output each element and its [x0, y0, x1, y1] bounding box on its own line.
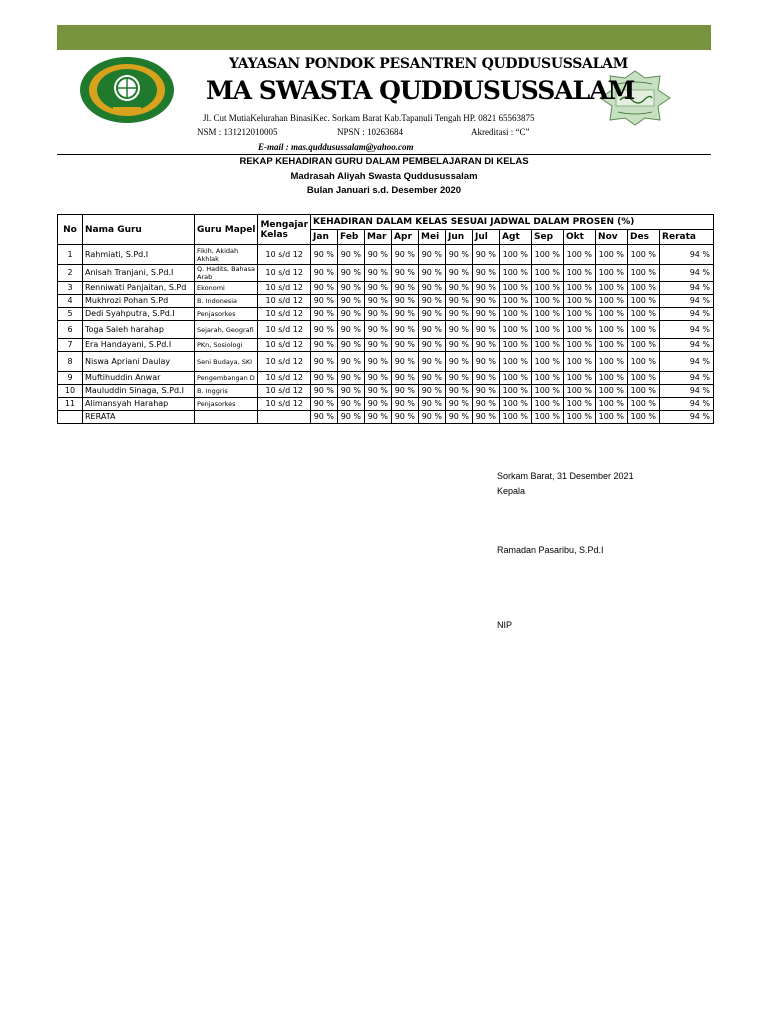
row-guru-mapel: Penjasorkes — [195, 308, 258, 321]
table-row — [58, 398, 714, 411]
row-nama-guru: Rahmiati, S.Pd.I — [83, 245, 195, 265]
row-month-value: 90 % — [392, 339, 419, 352]
accreditation: Akreditasi : “C” — [471, 127, 530, 137]
table-row — [58, 372, 714, 385]
row-month-value: 100 % — [500, 339, 532, 352]
row-month-value: 90 % — [392, 295, 419, 308]
school-address: Jl. Cut MutiaKelurahan BinasiKec. Sorkam Barat Kab.Tapanuli Tengah HP. 0821 65563875 — [203, 113, 535, 123]
row-month-value: 100 % — [500, 372, 532, 385]
row-month-value: 100 % — [628, 265, 660, 282]
row-rerata: 94 % — [660, 385, 714, 398]
report-period: Bulan Januari s.d. Desember 2020 — [306, 185, 462, 196]
row-nama-guru: Mauluddin Sinaga, S.Pd.I — [83, 385, 195, 398]
row-month-value: 90 % — [419, 339, 446, 352]
rerata-month-value: 100 % — [628, 411, 660, 424]
table-row — [58, 265, 714, 282]
row-month-value: 100 % — [628, 385, 660, 398]
row-rerata: 94 % — [660, 295, 714, 308]
row-month-value: 90 % — [473, 321, 500, 339]
attendance-rows — [58, 245, 714, 424]
row-nama-guru: Anisah Tranjani, S.Pd.I — [83, 265, 195, 282]
row-no: 3 — [58, 282, 83, 295]
nsm-number: NSM : 131212010005 — [197, 127, 278, 137]
rerata-month-value: 90 % — [419, 411, 446, 424]
row-month-value: 90 % — [473, 265, 500, 282]
row-month-value: 90 % — [365, 339, 392, 352]
school-name: MA SWASTA QUDDUSUSSALAM — [206, 76, 635, 105]
row-month-value: 100 % — [532, 295, 564, 308]
row-month-value: 100 % — [596, 372, 628, 385]
row-month-value: 90 % — [419, 372, 446, 385]
row-no: 2 — [58, 265, 83, 282]
row-month-value: 90 % — [338, 321, 365, 339]
row-month-value: 90 % — [338, 352, 365, 372]
rerata-month-value: 90 % — [365, 411, 392, 424]
row-month-value: 100 % — [628, 398, 660, 411]
row-month-value: 90 % — [419, 385, 446, 398]
row-month-value: 90 % — [392, 282, 419, 295]
row-month-value: 90 % — [446, 265, 473, 282]
row-month-value: 100 % — [532, 265, 564, 282]
table-row — [58, 295, 714, 308]
row-rerata: 94 % — [660, 308, 714, 321]
row-month-value: 90 % — [365, 398, 392, 411]
row-month-value: 90 % — [311, 282, 338, 295]
row-month-value: 90 % — [392, 385, 419, 398]
row-kelas: 10 s/d 12 — [258, 245, 311, 265]
row-month-value: 100 % — [628, 339, 660, 352]
row-month-value: 100 % — [500, 398, 532, 411]
row-rerata: 94 % — [660, 398, 714, 411]
row-month-value: 100 % — [596, 339, 628, 352]
row-month-value: 90 % — [311, 385, 338, 398]
row-guru-mapel: Fikih, Akidah Akhlak — [195, 245, 258, 265]
row-month-value: 90 % — [338, 265, 365, 282]
header-kehadiran: KEHADIRAN DALAM KELAS SESUAI JADWAL DALAM PROSEN (%) — [311, 215, 714, 230]
row-kelas: 10 s/d 12 — [258, 295, 311, 308]
row-month-value: 90 % — [338, 339, 365, 352]
rerata-mapel-cell — [195, 411, 258, 424]
school-emblem-logo — [78, 55, 176, 125]
row-month-value: 100 % — [596, 308, 628, 321]
row-nama-guru: Alimansyah Harahap — [83, 398, 195, 411]
row-month-value: 100 % — [596, 245, 628, 265]
row-month-value: 90 % — [311, 245, 338, 265]
school-email: E-mail : mas.quddusussalam@yahoo.com — [258, 142, 414, 152]
row-guru-mapel: B. Indonesia — [195, 295, 258, 308]
row-month-value: 100 % — [596, 282, 628, 295]
row-kelas: 10 s/d 12 — [258, 321, 311, 339]
row-month-value: 90 % — [446, 352, 473, 372]
row-guru-mapel: Ekonomi — [195, 282, 258, 295]
row-month-value: 90 % — [392, 321, 419, 339]
row-guru-mapel: Q. Hadits, Bahasa Arab — [195, 265, 258, 282]
row-month-value: 100 % — [564, 339, 596, 352]
row-month-value: 100 % — [500, 265, 532, 282]
row-kelas: 10 s/d 12 — [258, 265, 311, 282]
row-rerata: 94 % — [660, 265, 714, 282]
header-nama-guru: Nama Guru — [83, 215, 195, 245]
row-no: 9 — [58, 372, 83, 385]
row-month-value: 100 % — [500, 385, 532, 398]
rerata-kelas-cell — [258, 411, 311, 424]
row-month-value: 90 % — [311, 352, 338, 372]
row-month-value: 90 % — [392, 372, 419, 385]
row-month-value: 90 % — [446, 282, 473, 295]
row-month-value: 100 % — [596, 265, 628, 282]
row-month-value: 100 % — [564, 398, 596, 411]
row-month-value: 100 % — [500, 282, 532, 295]
row-month-value: 100 % — [500, 352, 532, 372]
table-row — [58, 245, 714, 265]
row-month-value: 100 % — [628, 308, 660, 321]
row-month-value: 100 % — [564, 265, 596, 282]
row-month-value: 100 % — [564, 321, 596, 339]
row-rerata: 94 % — [660, 245, 714, 265]
row-month-value: 90 % — [338, 308, 365, 321]
row-month-value: 90 % — [419, 398, 446, 411]
row-month-value: 100 % — [596, 398, 628, 411]
header-guru-mapel: Guru Mapel — [195, 215, 258, 245]
row-month-value: 90 % — [446, 245, 473, 265]
rerata-month-value: 90 % — [338, 411, 365, 424]
row-nama-guru: Niswa Apriani Daulay — [83, 352, 195, 372]
rerata-month-value: 100 % — [500, 411, 532, 424]
row-nama-guru: Dedi Syahputra, S.Pd.I — [83, 308, 195, 321]
row-month-value: 90 % — [392, 352, 419, 372]
row-month-value: 90 % — [446, 398, 473, 411]
header-month: Agt — [500, 230, 532, 245]
row-month-value: 90 % — [365, 372, 392, 385]
row-kelas: 10 s/d 12 — [258, 398, 311, 411]
row-month-value: 100 % — [564, 385, 596, 398]
row-no: 6 — [58, 321, 83, 339]
row-month-value: 90 % — [365, 295, 392, 308]
row-month-value: 90 % — [365, 308, 392, 321]
row-rerata: 94 % — [660, 321, 714, 339]
row-month-value: 90 % — [446, 295, 473, 308]
row-month-value: 90 % — [311, 372, 338, 385]
row-guru-mapel: Sejarah, Geografi — [195, 321, 258, 339]
row-month-value: 100 % — [564, 308, 596, 321]
row-month-value: 100 % — [500, 308, 532, 321]
row-month-value: 90 % — [419, 265, 446, 282]
signature-name: Ramadan Pasaribu, S.Pd.I — [497, 545, 604, 555]
row-month-value: 90 % — [419, 282, 446, 295]
row-no: 8 — [58, 352, 83, 372]
row-kelas: 10 s/d 12 — [258, 339, 311, 352]
row-month-value: 100 % — [628, 321, 660, 339]
row-month-value: 100 % — [564, 295, 596, 308]
row-month-value: 90 % — [338, 282, 365, 295]
row-month-value: 100 % — [564, 282, 596, 295]
row-month-value: 90 % — [473, 245, 500, 265]
row-rerata: 94 % — [660, 282, 714, 295]
row-month-value: 90 % — [392, 265, 419, 282]
row-kelas: 10 s/d 12 — [258, 282, 311, 295]
row-month-value: 100 % — [628, 295, 660, 308]
row-month-value: 100 % — [500, 245, 532, 265]
header-rerata: Rerata — [660, 230, 714, 245]
row-month-value: 90 % — [365, 245, 392, 265]
table-row — [58, 385, 714, 398]
row-month-value: 90 % — [446, 308, 473, 321]
row-month-value: 90 % — [473, 282, 500, 295]
row-month-value: 100 % — [628, 245, 660, 265]
table-row — [58, 352, 714, 372]
row-month-value: 90 % — [338, 398, 365, 411]
row-month-value: 100 % — [596, 352, 628, 372]
header-month: Nov — [596, 230, 628, 245]
header-month: Jul — [473, 230, 500, 245]
row-month-value: 100 % — [628, 372, 660, 385]
row-month-value: 100 % — [564, 352, 596, 372]
row-month-value: 100 % — [532, 385, 564, 398]
table-row — [58, 308, 714, 321]
row-month-value: 90 % — [311, 265, 338, 282]
row-month-value: 100 % — [532, 398, 564, 411]
row-month-value: 90 % — [473, 398, 500, 411]
row-month-value: 90 % — [311, 295, 338, 308]
row-guru-mapel: B. Inggris — [195, 385, 258, 398]
row-month-value: 90 % — [473, 308, 500, 321]
row-month-value: 90 % — [419, 308, 446, 321]
row-month-value: 90 % — [392, 308, 419, 321]
header-month: Apr — [392, 230, 419, 245]
row-nama-guru: Toga Saleh harahap — [83, 321, 195, 339]
row-kelas: 10 s/d 12 — [258, 385, 311, 398]
row-month-value: 100 % — [596, 295, 628, 308]
row-guru-mapel: PKn, Sosiologi — [195, 339, 258, 352]
row-month-value: 100 % — [596, 385, 628, 398]
row-month-value: 90 % — [392, 245, 419, 265]
row-month-value: 90 % — [419, 245, 446, 265]
row-nama-guru: Muftihuddin Anwar — [83, 372, 195, 385]
attendance-table — [57, 214, 714, 424]
rerata-row — [58, 411, 714, 424]
header-month: Des — [628, 230, 660, 245]
row-kelas: 10 s/d 12 — [258, 352, 311, 372]
header-mengajar-kelas: Mengajar Kelas — [258, 215, 311, 245]
row-month-value: 100 % — [628, 282, 660, 295]
npsn-number: NPSN : 10263684 — [337, 127, 404, 137]
row-month-value: 90 % — [473, 352, 500, 372]
row-month-value: 90 % — [473, 385, 500, 398]
header-divider — [57, 154, 711, 155]
row-month-value: 100 % — [564, 245, 596, 265]
row-month-value: 90 % — [446, 321, 473, 339]
row-no: 5 — [58, 308, 83, 321]
row-no: 4 — [58, 295, 83, 308]
report-title: REKAP KEHADIRAN GURU DALAM PEMBELAJARAN DI KELAS — [239, 156, 529, 167]
row-month-value: 90 % — [365, 385, 392, 398]
header-month: Sep — [532, 230, 564, 245]
row-rerata: 94 % — [660, 339, 714, 352]
rerata-month-value: 90 % — [446, 411, 473, 424]
rerata-month-value: 100 % — [564, 411, 596, 424]
row-month-value: 90 % — [365, 282, 392, 295]
row-month-value: 100 % — [500, 295, 532, 308]
row-month-value: 100 % — [596, 321, 628, 339]
row-kelas: 10 s/d 12 — [258, 372, 311, 385]
row-month-value: 100 % — [628, 352, 660, 372]
row-month-value: 90 % — [338, 372, 365, 385]
row-guru-mapel: Seni Budaya, SKI — [195, 352, 258, 372]
row-month-value: 90 % — [419, 352, 446, 372]
rerata-month-value: 90 % — [473, 411, 500, 424]
row-no: 1 — [58, 245, 83, 265]
row-month-value: 100 % — [564, 372, 596, 385]
table-row — [58, 282, 714, 295]
table-row — [58, 321, 714, 339]
row-month-value: 90 % — [311, 339, 338, 352]
rerata-month-value: 100 % — [532, 411, 564, 424]
row-month-value: 100 % — [500, 321, 532, 339]
header-month: Mar — [365, 230, 392, 245]
foundation-name: YAYASAN PONDOK PESANTREN QUDDUSUSSALAM — [229, 56, 628, 72]
row-month-value: 90 % — [365, 352, 392, 372]
row-month-value: 100 % — [532, 372, 564, 385]
row-month-value: 100 % — [532, 245, 564, 265]
row-month-value: 100 % — [532, 308, 564, 321]
rerata-total: 94 % — [660, 411, 714, 424]
row-no: 11 — [58, 398, 83, 411]
row-rerata: 94 % — [660, 352, 714, 372]
row-no: 10 — [58, 385, 83, 398]
row-month-value: 90 % — [365, 265, 392, 282]
rerata-month-value: 90 % — [311, 411, 338, 424]
row-month-value: 100 % — [532, 282, 564, 295]
rerata-month-value: 100 % — [596, 411, 628, 424]
header-month: Jun — [446, 230, 473, 245]
row-month-value: 90 % — [392, 398, 419, 411]
row-nama-guru: Mukhrozi Pohan S.Pd — [83, 295, 195, 308]
row-nama-guru: Renniwati Panjaitan, S.Pd — [83, 282, 195, 295]
row-guru-mapel: Pengembangan D — [195, 372, 258, 385]
row-month-value: 90 % — [338, 245, 365, 265]
row-month-value: 90 % — [473, 372, 500, 385]
row-month-value: 90 % — [338, 385, 365, 398]
row-month-value: 90 % — [311, 398, 338, 411]
row-month-value: 100 % — [532, 339, 564, 352]
signature-nip: NIP — [497, 620, 513, 630]
row-month-value: 100 % — [532, 321, 564, 339]
header-month: Jan — [311, 230, 338, 245]
row-month-value: 90 % — [446, 385, 473, 398]
header-month: Okt — [564, 230, 596, 245]
row-month-value: 90 % — [446, 372, 473, 385]
signature-place-date: Sorkam Barat, 31 Desember 2021 — [497, 471, 634, 481]
header-green-bar — [57, 25, 711, 50]
row-no: 7 — [58, 339, 83, 352]
row-month-value: 90 % — [473, 295, 500, 308]
report-subtitle: Madrasah Aliyah Swasta Quddusussalam — [290, 171, 478, 182]
row-month-value: 90 % — [311, 321, 338, 339]
header-month: Mei — [419, 230, 446, 245]
row-month-value: 90 % — [473, 339, 500, 352]
row-nama-guru: Era Handayani, S.Pd.I — [83, 339, 195, 352]
table-row — [58, 339, 714, 352]
row-month-value: 90 % — [365, 321, 392, 339]
row-month-value: 90 % — [338, 295, 365, 308]
row-month-value: 90 % — [446, 339, 473, 352]
header-month: Feb — [338, 230, 365, 245]
rerata-month-value: 90 % — [392, 411, 419, 424]
rerata-no-cell — [58, 411, 83, 424]
signature-position: Kepala — [497, 486, 526, 496]
rerata-label: RERATA — [83, 411, 195, 424]
row-rerata: 94 % — [660, 372, 714, 385]
header-no: No — [58, 215, 83, 245]
row-month-value: 90 % — [419, 295, 446, 308]
row-month-value: 90 % — [419, 321, 446, 339]
row-guru-mapel: Penjasorkes — [195, 398, 258, 411]
row-month-value: 100 % — [532, 352, 564, 372]
row-month-value: 90 % — [311, 308, 338, 321]
row-kelas: 10 s/d 12 — [258, 308, 311, 321]
